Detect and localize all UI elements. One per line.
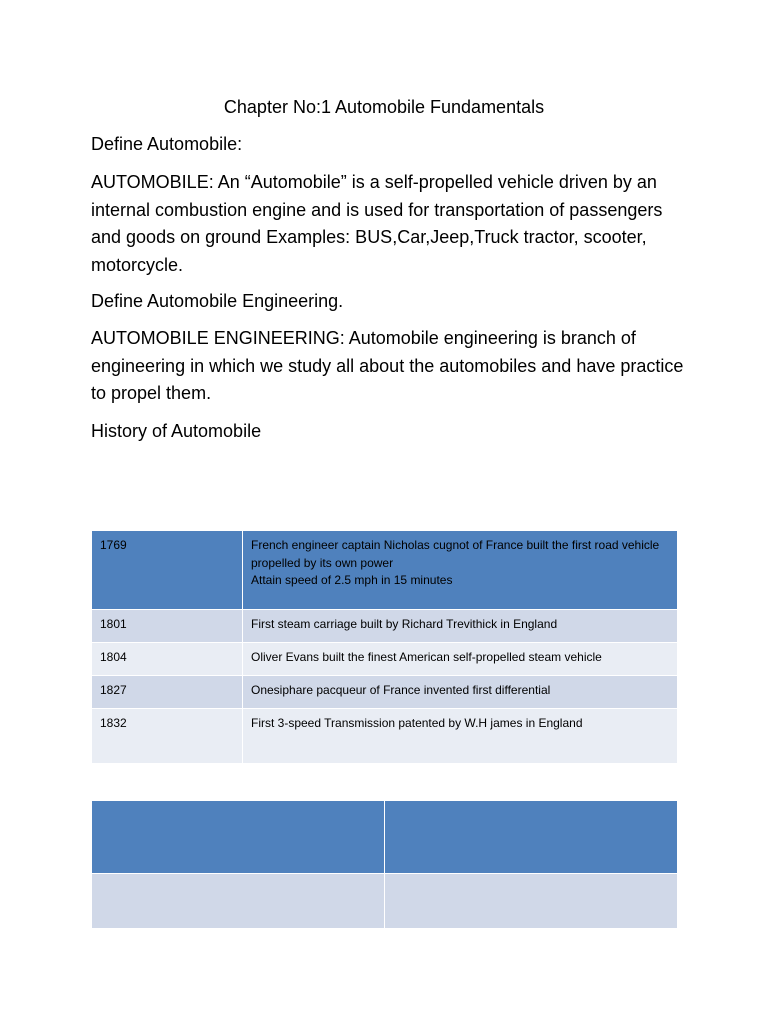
- table-row: [92, 709, 678, 764]
- table-row: [92, 874, 678, 929]
- heading-define-automobile-engineering: Define Automobile Engineering.: [91, 291, 344, 311]
- event-cell: First steam carriage built by Richard Trevithick in England: [243, 610, 678, 643]
- chapter-title: Chapter No:1 Automobile Fundamentals: [223, 97, 545, 117]
- table-row: [92, 531, 678, 610]
- table-row: [92, 643, 678, 676]
- year-cell: 1804: [92, 643, 243, 676]
- empty-table: [91, 800, 678, 929]
- table-row: [92, 676, 678, 709]
- history-table: [91, 530, 678, 764]
- event-cell: Oliver Evans built the finest American self-propelled steam vehicle: [243, 643, 678, 676]
- year-cell: 1801: [92, 610, 243, 643]
- header-cell: [385, 801, 678, 874]
- heading-history-of-automobile: History of Automobile: [91, 421, 262, 441]
- table-row: [92, 610, 678, 643]
- automobile-engineering-definition: AUTOMOBILE ENGINEERING: Automobile engineering is branch of engineering in which we study all about the automobiles and have practice to propel them.: [91, 328, 684, 403]
- event-cell: French engineer captain Nicholas cugnot of France built the first road vehicle propelled by its own power Attain speed of 2.5 mph in 15 minutes: [243, 531, 678, 610]
- table-cell: [92, 874, 385, 929]
- heading-define-automobile: Define Automobile:: [91, 134, 243, 154]
- year-cell: 1832: [92, 709, 243, 764]
- header-cell: [92, 801, 385, 874]
- year-cell: 1827: [92, 676, 243, 709]
- automobile-definition: AUTOMOBILE: An “Automobile” is a self-propelled vehicle driven by an internal combustion engine and is used for transportation of passengers and goods on ground Examples: BUS,Car,Jeep,Truck tractor, scooter, motorcycle.: [91, 172, 663, 275]
- event-cell: First 3-speed Transmission patented by W.H james in England: [243, 709, 678, 764]
- table-cell: [385, 874, 678, 929]
- year-cell: 1769: [92, 531, 243, 610]
- table-header-row: [92, 801, 678, 874]
- event-cell: Onesiphare pacqueur of France invented first differential: [243, 676, 678, 709]
